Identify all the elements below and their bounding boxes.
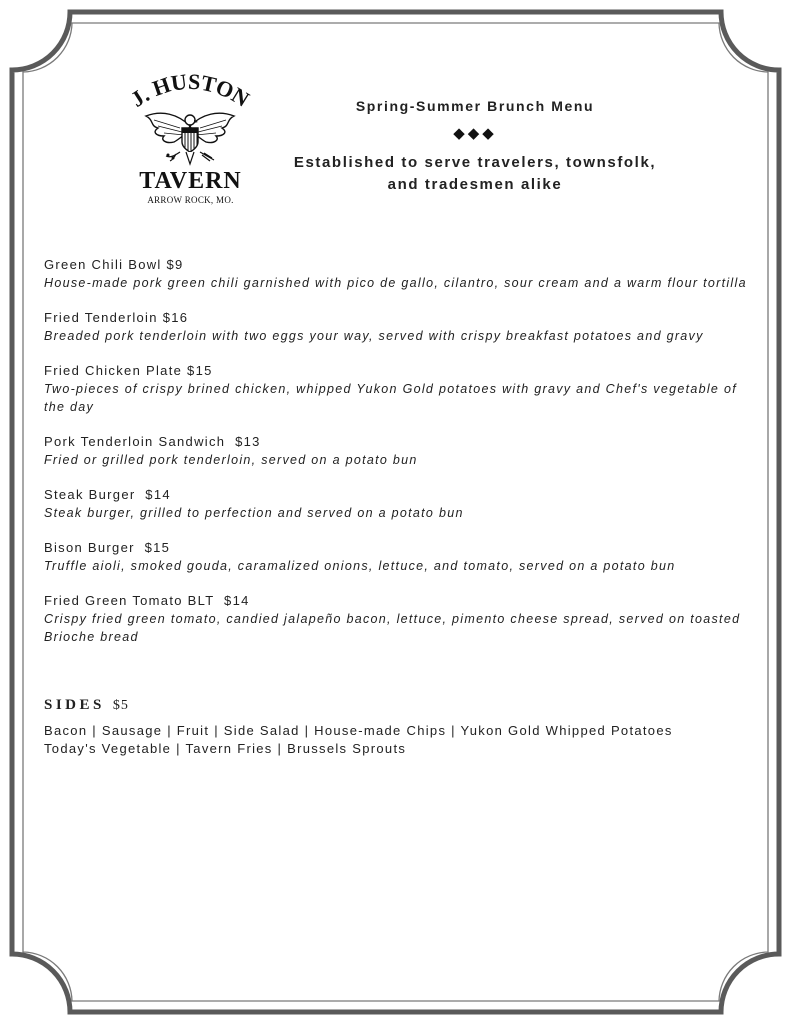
item-description: Two-pieces of crispy brined chicken, whipped Yukon Gold potatoes with gravy and Chef's vegetable of the day [44,382,737,414]
item-name: Pork Tenderloin Sandwich $13 [44,434,261,449]
item-description: Fried or grilled pork tenderloin, served on a potato bun [44,453,418,467]
item-name: Green Chili Bowl $9 [44,257,184,272]
menu-item [44,309,749,345]
item-name: Steak Burger $14 [44,487,171,502]
menu-title: Spring-Summer Brunch Menu [355,98,595,114]
tagline-line-1: Established to serve travelers, townsfolk, [293,154,657,171]
item-name: Fried Tenderloin $16 [44,310,189,325]
menu-item [44,592,749,646]
item-name: Fried Green Tomato BLT $14 [44,593,250,608]
sides-section [44,695,749,758]
menu-items [44,256,749,663]
menu-item [44,486,749,522]
logo-location-text: ARROW ROCK, MO. [147,195,234,205]
item-description: House-made pork green chili garnished with pico de gallo, cilantro, sour cream and a warm flour tortilla [44,276,747,290]
item-description: Breaded pork tenderloin with two eggs your way, served with crispy breakfast potatoes and gravy [44,329,704,343]
sides-line-1: Bacon | Sausage | Fruit | Side Salad | House-made Chips | Yukon Gold Whipped Potatoes [44,723,673,738]
sides-line-2: Today's Vegetable | Tavern Fries | Brussels Sprouts [44,741,407,756]
sides-heading [44,695,749,716]
tavern-logo [118,70,263,215]
sides-list [44,722,749,758]
item-description: Crispy fried green tomato, candied jalapeño bacon, lettuce, pimento cheese spread, served on toasted Brioche bread [44,612,741,644]
item-name: Fried Chicken Plate $15 [44,363,213,378]
tagline [270,152,680,196]
menu-header [270,96,680,196]
svg-text:J. HUSTON: J. HUSTON [125,70,254,112]
sides-price: $5 [112,698,129,713]
menu-item [44,362,749,416]
sides-title: SIDES [44,697,105,713]
eagle-emblem-icon [140,106,240,168]
diamond-divider-icon: ◆◆◆ [453,125,497,142]
item-name: Bison Burger $15 [44,540,171,555]
item-description: Steak burger, grilled to perfection and served on a potato bun [44,506,464,520]
tagline-line-2: and tradesmen alike [387,176,563,193]
logo-tavern-text: TAVERN [139,168,242,194]
item-description: Truffle aioli, smoked gouda, caramalized onions, lettuce, and tomato, served on a potato bun [44,559,676,573]
menu-item [44,256,749,292]
menu-item [44,433,749,469]
menu-item [44,539,749,575]
